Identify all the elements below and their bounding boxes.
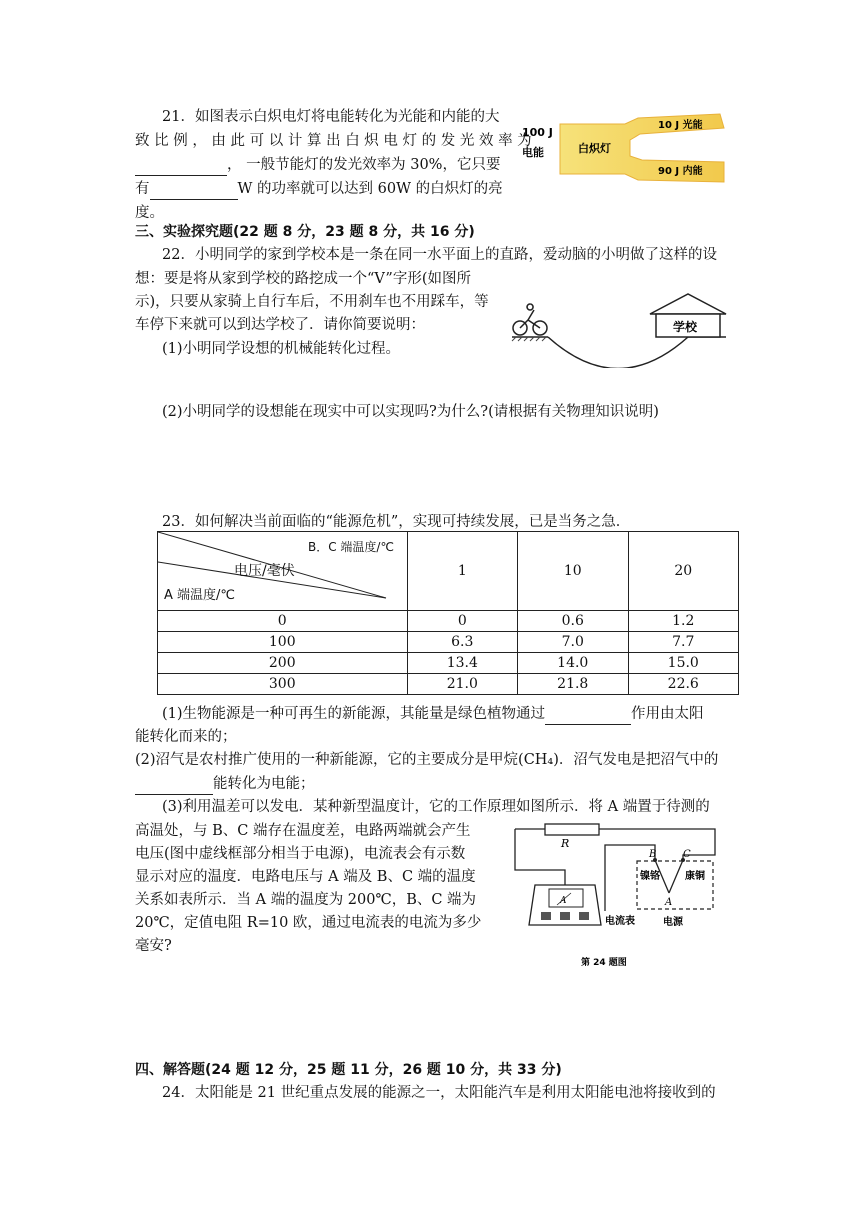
circuit-wire-left <box>515 829 565 885</box>
table-cell: 7.7 <box>628 632 739 653</box>
power-source-dashed-box <box>637 861 713 909</box>
q23-p3-line4: 显示对应的温度．电路电压与 A 端及 B、C 端的温度 <box>135 869 476 885</box>
q22-line2: 想：要是将从家到学校的路挖成一个“V”字形(如图所 <box>135 271 471 287</box>
table-cell: 6.3 <box>407 632 517 653</box>
q23-p3-line6: 20℃，定值电阻 R=10 欧，通过电流表的电流为多少 <box>135 915 482 931</box>
q23-p3-line7: 毫安? <box>135 938 172 954</box>
q23-p3-line3: 电压(图中虚线框部分相当于电源)，电流表会有示数 <box>135 846 466 862</box>
figure-caption: 第 24 题图 <box>581 958 627 968</box>
incandescent-lamp-label: 白炽灯 <box>578 142 611 155</box>
q21-line4-head: 有 <box>135 181 150 197</box>
q21-line5: 度。 <box>135 205 164 221</box>
table-cell: 7.0 <box>518 632 628 653</box>
table-cell: 0.6 <box>518 611 628 632</box>
school-building-icon <box>650 294 726 337</box>
q23-p2-line2 <box>135 774 315 795</box>
q23-p1-tail: 作用由太阳 <box>631 706 704 722</box>
q22-line4: 车停下来就可以到达学校了．请你简要说明： <box>135 317 425 333</box>
q21-line1: 21．如图表示白炽电灯将电能转化为光能和内能的大 <box>162 109 500 125</box>
table-cell: 13.4 <box>407 653 517 674</box>
q21-blank-1 <box>135 155 227 176</box>
school-label: 学校 <box>673 320 698 334</box>
table-cell: 300 <box>158 674 408 695</box>
constantan-label: 康铜 <box>685 871 705 882</box>
q22-sub2: (2)小明同学的设想能在现实中可以实现吗?为什么?(请根据有关物理知识说明) <box>162 404 659 420</box>
q22-line3: 示)，只要从家骑上自行车后，不用刹车也不用踩车，等 <box>135 294 489 310</box>
point-b-label: B <box>649 849 657 860</box>
table-row <box>158 632 739 653</box>
table-cell: 100 <box>158 632 408 653</box>
table-row <box>158 653 739 674</box>
ammeter-label: 电流表 <box>605 916 635 927</box>
energy-flow-diagram <box>520 110 730 186</box>
table-row <box>158 674 739 695</box>
q22-sub1: (1)小明同学设想的机械能转化过程。 <box>162 341 401 357</box>
table-cell: 21.8 <box>518 674 628 695</box>
q23-line1: 23．如何解决当前面临的“能源危机”，实现可持续发展，已是当务之急． <box>162 514 631 530</box>
table-column-header: 10 <box>518 532 628 611</box>
corner-bc-label: B．C 端温度/℃ <box>308 540 394 554</box>
q23-p2-tail: 能转化为电能； <box>213 776 315 792</box>
q21-line4 <box>135 179 503 200</box>
q23-blank-2 <box>135 774 213 795</box>
table-row <box>158 611 739 632</box>
thermocouple-circuit-diagram <box>505 815 735 975</box>
energy-input-amount: 100 J <box>522 126 553 139</box>
table-cell: 22.6 <box>628 674 739 695</box>
q23-p3-line2: 高温处，与 B、C 端存在温度差，电路两端就会产生 <box>135 823 471 839</box>
ammeter-icon <box>529 885 601 925</box>
q23-p2-line1: (2)沼气是农村推广使用的一种新能源，它的主要成分是甲烷(CH₄)．沼气发电是把沼气中的 <box>135 752 719 768</box>
table-cell: 15.0 <box>628 653 739 674</box>
v-road-diagram <box>508 290 730 368</box>
bicycle-icon <box>513 304 547 335</box>
corner-voltage-label: 电压/毫伏 <box>234 563 295 579</box>
voltage-temperature-table <box>157 531 739 695</box>
q23-p1-line1 <box>162 704 704 725</box>
svg-text:A: A <box>560 896 567 906</box>
table-corner-cell <box>158 532 408 611</box>
table-cell: 200 <box>158 653 408 674</box>
q21-line3 <box>135 155 500 176</box>
point-c-label: C <box>683 849 691 860</box>
q22-line1: 22．小明同学的家到学校本是一条在同一水平面上的直路，爱动脑的小明做了这样的设 <box>162 247 717 263</box>
q23-p1-head: (1)生物能源是一种可再生的新能源，其能量是绿色植物通过 <box>162 706 546 722</box>
light-energy-label: 10 J 光能 <box>658 120 703 131</box>
resistor-icon <box>545 824 599 835</box>
table-cell: 0 <box>158 611 408 632</box>
resistor-label: R <box>561 837 570 850</box>
table-column-header: 1 <box>407 532 517 611</box>
constantan-wire <box>669 860 683 893</box>
q23-p3-line1: (3)利用温差可以发电．某种新型温度计，它的工作原理如图所示．将 A 端置于待测的 <box>162 799 710 815</box>
q21-line3-text: ， 一般节能灯的发光效率为 30%，它只要 <box>227 157 501 173</box>
q21-line4-tail: W 的功率就可以达到 60W 的白炽灯的亮 <box>237 181 503 197</box>
q23-p1-line2: 能转化而来的； <box>135 729 237 745</box>
section-3-heading: 三、实验探究题(22 题 8 分，23 题 8 分，共 16 分) <box>135 224 475 240</box>
road-curve <box>548 337 688 368</box>
q23-blank-1 <box>545 704 631 725</box>
section-4-heading: 四、解答题(24 题 12 分，25 题 11 分，26 题 10 分，共 33 分) <box>135 1062 562 1078</box>
power-source-label: 电源 <box>663 917 683 928</box>
table-column-header: 20 <box>628 532 739 611</box>
table-cell: 21.0 <box>407 674 517 695</box>
table-cell: 1.2 <box>628 611 739 632</box>
energy-input-label: 电能 <box>522 146 544 159</box>
q21-blank-2 <box>150 179 238 200</box>
heat-energy-label: 90 J 内能 <box>658 166 703 177</box>
q24-line1: 24．太阳能是 21 世纪重点发展的能源之一，太阳能汽车是利用太阳能电池将接收到的 <box>162 1085 716 1101</box>
q21-line2: 致 比 例 ， 由 此 可 以 计 算 出 白 炽 电 灯 的 发 光 效 率 为 <box>135 133 532 149</box>
nichrome-label: 镍铬 <box>640 871 660 882</box>
table-cell: 0 <box>407 611 517 632</box>
table-header-row <box>158 532 739 611</box>
point-a-label: A <box>665 897 673 908</box>
q23-p3-line5: 关系如表所示．当 A 端的温度为 200℃，B、C 端为 <box>135 892 477 908</box>
corner-a-label: A 端温度/℃ <box>164 588 236 603</box>
table-cell: 14.0 <box>518 653 628 674</box>
